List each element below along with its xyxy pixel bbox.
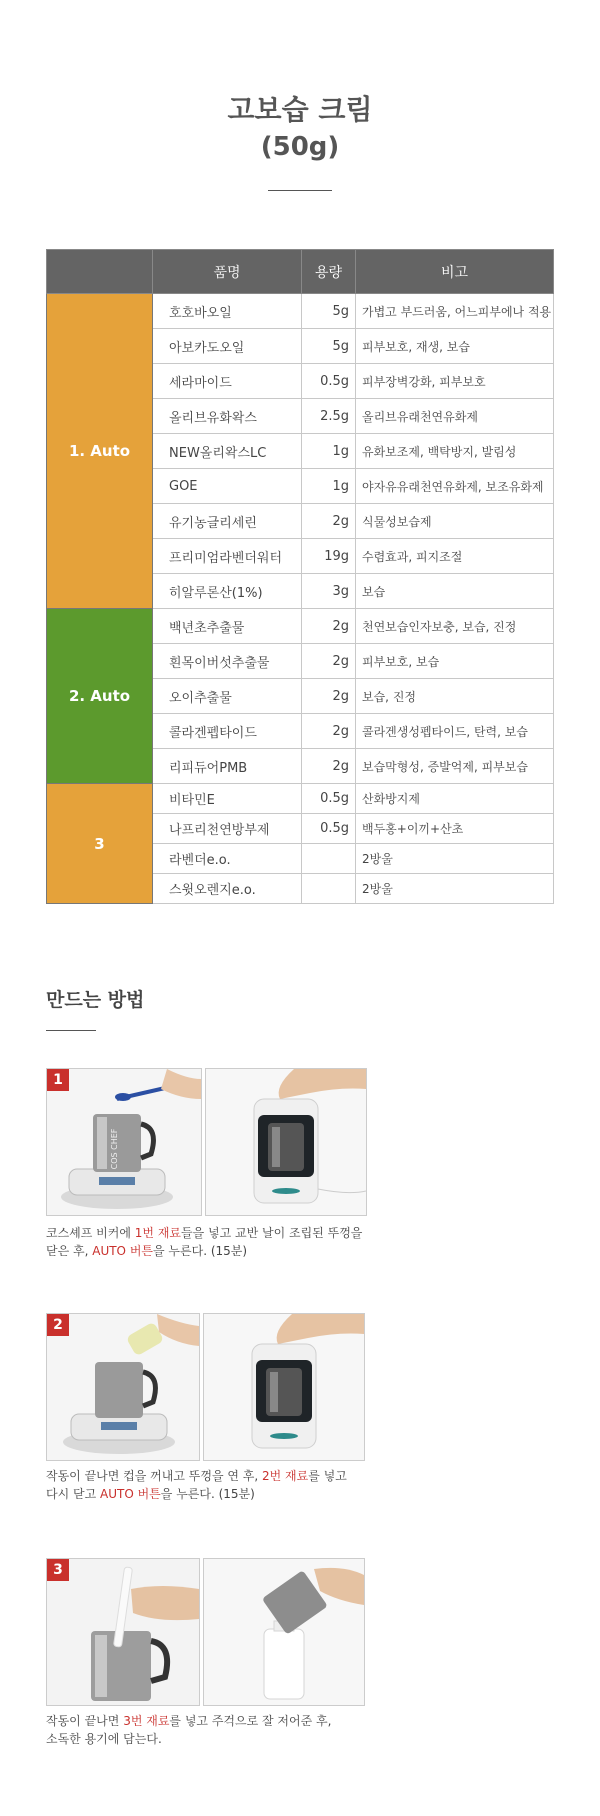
table-row: [47, 784, 554, 814]
ingredient-amount: 2g: [302, 609, 356, 644]
column-header-amount: 용량: [302, 250, 356, 294]
ingredient-amount: 2g: [302, 714, 356, 749]
ingredient-note: 유화보조제, 백탁방지, 발림성: [356, 434, 554, 469]
ingredient-name: 유기농글리세린: [153, 504, 302, 539]
ingredient-note: 2방울: [356, 844, 554, 874]
ingredient-note: 보습: [356, 574, 554, 609]
step-1-photo-machine: [205, 1068, 367, 1216]
ingredient-note: 2방울: [356, 874, 554, 904]
caption-text: 를 넣고: [308, 1469, 347, 1483]
caption-highlight: AUTO 버튼: [100, 1487, 161, 1501]
caption-text: 작동이 끝나면 컵을 꺼내고 뚜껑을 연 후,: [46, 1469, 262, 1483]
table-header-row: [47, 250, 554, 294]
ingredient-name: 세라마이드: [153, 364, 302, 399]
ingredient-name: GOE: [153, 469, 302, 504]
group-label: 1. Auto: [47, 294, 153, 609]
caption-text: 를 넣고 주걱으로 잘 저어준 후,: [169, 1714, 332, 1728]
step-number-badge: 1: [47, 1069, 69, 1091]
table-row: [47, 609, 554, 644]
ingredient-note: 피부보호, 재생, 보습: [356, 329, 554, 364]
beaker-on-scale-image: [47, 1069, 201, 1215]
caption-text: 을 누른다. (15분): [160, 1487, 255, 1501]
ingredient-amount: 2.5g: [302, 399, 356, 434]
ingredient-note: 피부장벽강화, 피부보호: [356, 364, 554, 399]
pouring-into-container-image: [204, 1559, 364, 1705]
ingredient-amount: 0.5g: [302, 364, 356, 399]
step-1-photo-scale: [46, 1068, 202, 1216]
ingredient-note: 콜라겐생성펩타이드, 탄력, 보습: [356, 714, 554, 749]
step-3-photo-pouring: [203, 1558, 365, 1706]
column-header-name: 품명: [153, 250, 302, 294]
method-divider: [46, 1030, 96, 1031]
page-subtitle: (50g): [260, 132, 340, 162]
ingredient-note: 보습, 진정: [356, 679, 554, 714]
caption-text: 을 누른다. (15분): [153, 1244, 248, 1258]
step-1-caption: [46, 1224, 386, 1260]
group-label: 2. Auto: [47, 609, 153, 784]
caption-text: 소독한 용기에 담는다.: [46, 1732, 162, 1746]
step-number-badge: 3: [47, 1559, 69, 1581]
column-header-group: [47, 250, 153, 294]
table-row: [47, 294, 554, 329]
ingredient-name: 콜라겐펩타이드: [153, 714, 302, 749]
ingredient-amount: 2g: [302, 679, 356, 714]
column-header-note: 비고: [356, 250, 554, 294]
ingredient-amount: 0.5g: [302, 784, 356, 814]
ingredient-note: 산화방지제: [356, 784, 554, 814]
ingredient-amount: 2g: [302, 644, 356, 679]
ingredient-note: 천연보습인자보충, 보습, 진정: [356, 609, 554, 644]
ingredient-note: 수렴효과, 피지조절: [356, 539, 554, 574]
ingredient-note: 올리브유래천연유화제: [356, 399, 554, 434]
ingredient-amount: 3g: [302, 574, 356, 609]
step-2-photo-scale: [46, 1313, 200, 1461]
ingredient-note: 피부보호, 보습: [356, 644, 554, 679]
ingredient-amount: 1g: [302, 434, 356, 469]
ingredient-amount: 2g: [302, 504, 356, 539]
caption-highlight: 1번 재료: [134, 1226, 182, 1240]
ingredient-name: 비타민E: [153, 784, 302, 814]
ingredient-note: 백두홍+이끼+산초: [356, 814, 554, 844]
product-logo-text: COS CHEF: [110, 1128, 119, 1170]
ingredient-amount: 2g: [302, 749, 356, 784]
step-2-photo-machine: [203, 1313, 365, 1461]
ingredient-name: 스윗오렌지e.o.: [153, 874, 302, 904]
step-3-photo-stirring: [46, 1558, 200, 1706]
ingredient-name: 프리미엄라벤더워터: [153, 539, 302, 574]
ingredient-amount: 1g: [302, 469, 356, 504]
caption-text: 작동이 끝나면: [46, 1714, 124, 1728]
ingredient-note: 식물성보습제: [356, 504, 554, 539]
pouring-into-beaker-image: [47, 1314, 199, 1460]
ingredient-note: 야자유유래천연유화제, 보조유화제: [356, 469, 554, 504]
step-3-caption: [46, 1712, 386, 1748]
ingredient-name: 아보카도오일: [153, 329, 302, 364]
ingredient-table: [46, 249, 554, 904]
group-label: 3: [47, 784, 153, 904]
ingredient-amount: [302, 844, 356, 874]
caption-highlight: 2번 재료: [262, 1469, 309, 1483]
step-number-badge: 2: [47, 1314, 69, 1336]
ingredient-name: 백년초추출물: [153, 609, 302, 644]
ingredient-name: 나프리천연방부제: [153, 814, 302, 844]
ingredient-amount: [302, 874, 356, 904]
stirring-beaker-image: [47, 1559, 199, 1705]
ingredient-name: 올리브유화왁스: [153, 399, 302, 434]
ingredient-name: 라벤더e.o.: [153, 844, 302, 874]
ingredient-name: 흰목이버섯추출물: [153, 644, 302, 679]
ingredient-amount: 19g: [302, 539, 356, 574]
cosmetic-maker-machine-image: [206, 1069, 366, 1215]
ingredient-amount: 0.5g: [302, 814, 356, 844]
ingredient-name: 호호바오일: [153, 294, 302, 329]
cosmetic-maker-machine-image: [204, 1314, 364, 1460]
caption-text: 닫은 후,: [46, 1244, 93, 1258]
caption-text: 들을 넣고 교반 날이 조립된 뚜껑을: [181, 1226, 363, 1240]
ingredient-name: NEW올리왁스LC: [153, 434, 302, 469]
ingredient-name: 히알루론산(1%): [153, 574, 302, 609]
caption-highlight: AUTO 버튼: [92, 1244, 154, 1258]
ingredient-amount: 5g: [302, 294, 356, 329]
ingredient-note: 보습막형성, 증발억제, 피부보습: [356, 749, 554, 784]
step-2-caption: [46, 1467, 386, 1503]
method-title: 만드는 방법: [46, 989, 145, 1011]
ingredient-amount: 5g: [302, 329, 356, 364]
caption-text: 코스셰프 비커에: [46, 1226, 135, 1240]
caption-text: 다시 닫고: [46, 1487, 100, 1501]
caption-highlight: 3번 재료: [123, 1714, 170, 1728]
ingredient-name: 오이추출물: [153, 679, 302, 714]
ingredient-name: 리피듀어PMB: [153, 749, 302, 784]
title-divider: [268, 190, 332, 191]
page-title: 고보습 크림: [227, 93, 373, 126]
ingredient-note: 가볍고 부드러움, 어느피부에나 적용: [356, 294, 554, 329]
